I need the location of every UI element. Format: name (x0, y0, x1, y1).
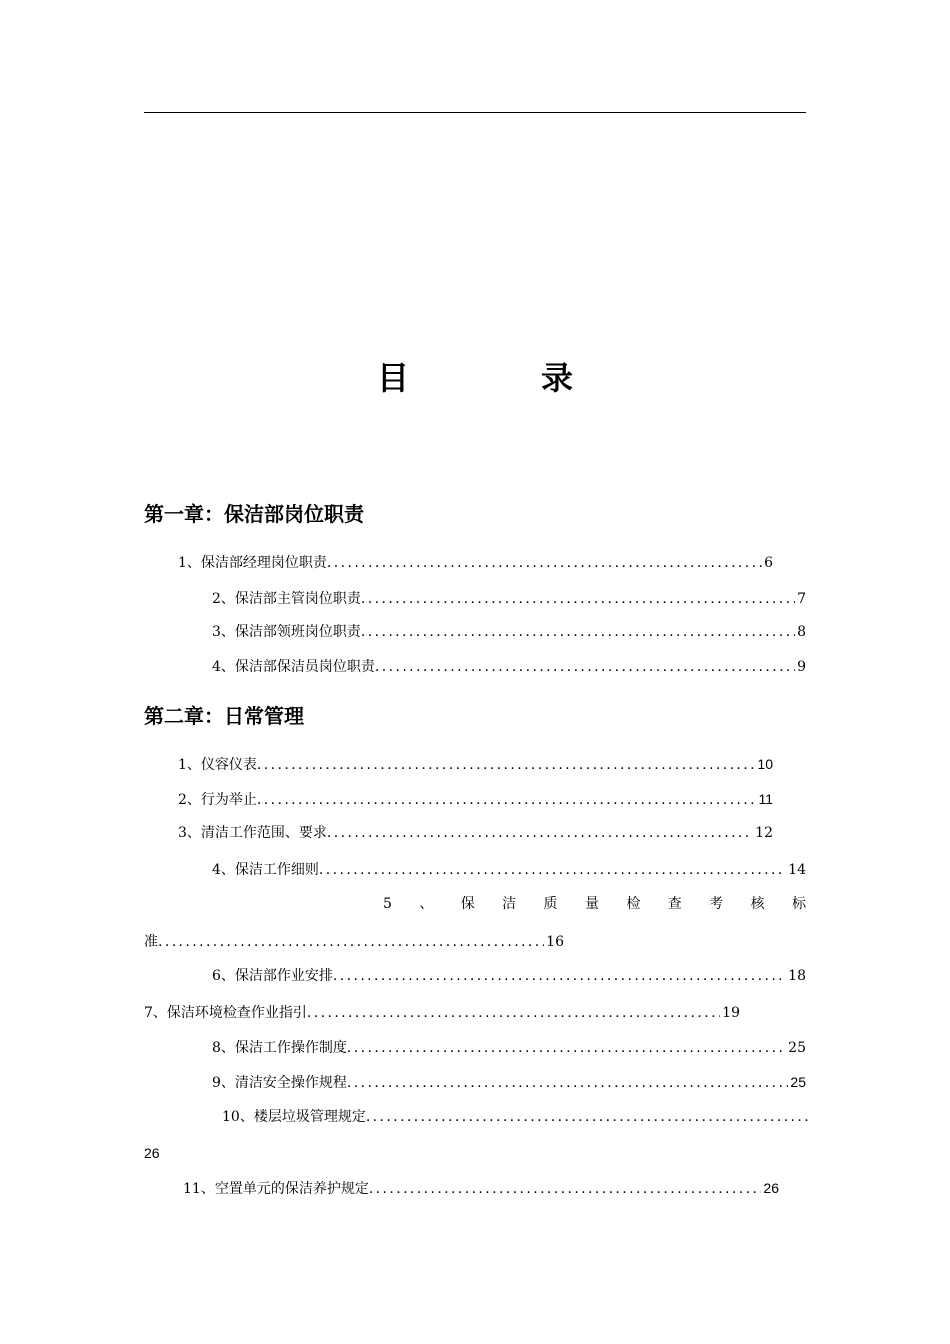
toc-entry-label: 7、保洁环境检查作业指引 (144, 1005, 307, 1021)
dot-leader (347, 1038, 786, 1058)
header-rule (144, 112, 806, 113)
toc-entry-label: 8、保洁工作操作制度 (212, 1040, 347, 1056)
dot-leader (375, 657, 795, 677)
toc-entry-page: 10 (757, 756, 773, 772)
toc-entry[interactable] (212, 622, 806, 642)
toc-entry-page: 8 (797, 624, 806, 640)
toc-entry-page: 16 (546, 934, 564, 950)
toc-entry-label: 3、保洁部领班岗位职责 (212, 624, 361, 640)
label-char: 、 (419, 896, 434, 912)
toc-entry-page: 14 (788, 862, 806, 878)
toc-entry-label: 2、保洁部主管岗位职责 (212, 591, 361, 607)
toc-entry-label: 6、保洁部作业安排 (212, 968, 333, 984)
toc-entry-label: 9、清洁安全操作规程 (212, 1075, 347, 1091)
toc-entry-label-spread[interactable] (383, 894, 806, 914)
label-char: 保 (460, 896, 475, 912)
label-char: 查 (667, 896, 682, 912)
dot-leader (361, 589, 795, 609)
dot-leader (333, 966, 786, 986)
toc-entry-page: 18 (788, 968, 806, 984)
toc-entry[interactable] (212, 589, 806, 609)
toc-entry[interactable] (178, 823, 773, 843)
dot-leader (369, 1179, 762, 1199)
toc-entry-label: 10、楼层垃圾管理规定 (222, 1109, 366, 1125)
toc-entry-page[interactable]: 26 (144, 1145, 160, 1161)
label-char: 洁 (502, 896, 517, 912)
toc-entry[interactable] (183, 1178, 779, 1198)
toc-entry[interactable] (212, 1038, 806, 1058)
toc-entry-page: 26 (763, 1180, 779, 1196)
toc-entry-label: 2、行为举止 (178, 792, 257, 808)
toc-entry-label: 11、空置单元的保洁养护规定 (183, 1181, 369, 1197)
toc-entry-label: 4、保洁工作细则 (212, 862, 319, 878)
toc-entry[interactable] (212, 657, 806, 677)
toc-entry-page: 6 (764, 555, 773, 571)
toc-entry[interactable] (144, 1003, 740, 1023)
label-char: 5 (383, 896, 392, 912)
toc-entry-page: 19 (722, 1005, 740, 1021)
dot-leader (361, 622, 795, 642)
dot-leader (327, 553, 762, 573)
toc-entry-label: 4、保洁部保洁员岗位职责 (212, 659, 375, 675)
dot-leader (257, 790, 757, 810)
toc-entry[interactable] (178, 754, 773, 774)
toc-entry[interactable] (178, 789, 773, 809)
label-char: 考 (709, 896, 724, 912)
toc-entry-page: 9 (797, 659, 806, 675)
toc-entry[interactable] (212, 966, 806, 986)
label-char: 标 (791, 896, 806, 912)
chapter-heading[interactable]: 第二章：日常管理 (144, 704, 304, 728)
dot-leader (158, 932, 544, 952)
toc-entry[interactable] (212, 860, 806, 880)
toc-entry-page: 25 (788, 1040, 806, 1056)
label-char: 核 (750, 896, 765, 912)
toc-entry-label: 1、仪容仪表 (178, 757, 257, 773)
toc-entry[interactable] (222, 1107, 812, 1127)
dot-leader (327, 823, 753, 843)
toc-entry-page: 25 (790, 1074, 806, 1090)
chapter-heading[interactable]: 第一章：保洁部岗位职责 (144, 502, 364, 526)
dot-leader (366, 1107, 812, 1127)
toc-entry-page: 11 (758, 791, 773, 807)
toc-entry-label: 3、清洁工作范围、要求 (178, 825, 327, 841)
dot-leader (257, 755, 756, 775)
toc-entry-label: 准 (144, 934, 158, 950)
label-char: 检 (626, 896, 641, 912)
toc-entry-page: 12 (755, 825, 773, 841)
toc-entry[interactable] (212, 1072, 806, 1092)
toc-entry[interactable] (178, 553, 773, 573)
toc-entry-label: 1、保洁部经理岗位职责 (178, 555, 327, 571)
label-char: 量 (584, 896, 599, 912)
dot-leader (319, 860, 786, 880)
dot-leader (307, 1003, 720, 1023)
toc-title: 目 录 (376, 359, 623, 397)
toc-entry[interactable] (144, 932, 564, 952)
toc-entry-page: 7 (797, 591, 806, 607)
label-char: 质 (543, 896, 558, 912)
dot-leader (347, 1073, 789, 1093)
